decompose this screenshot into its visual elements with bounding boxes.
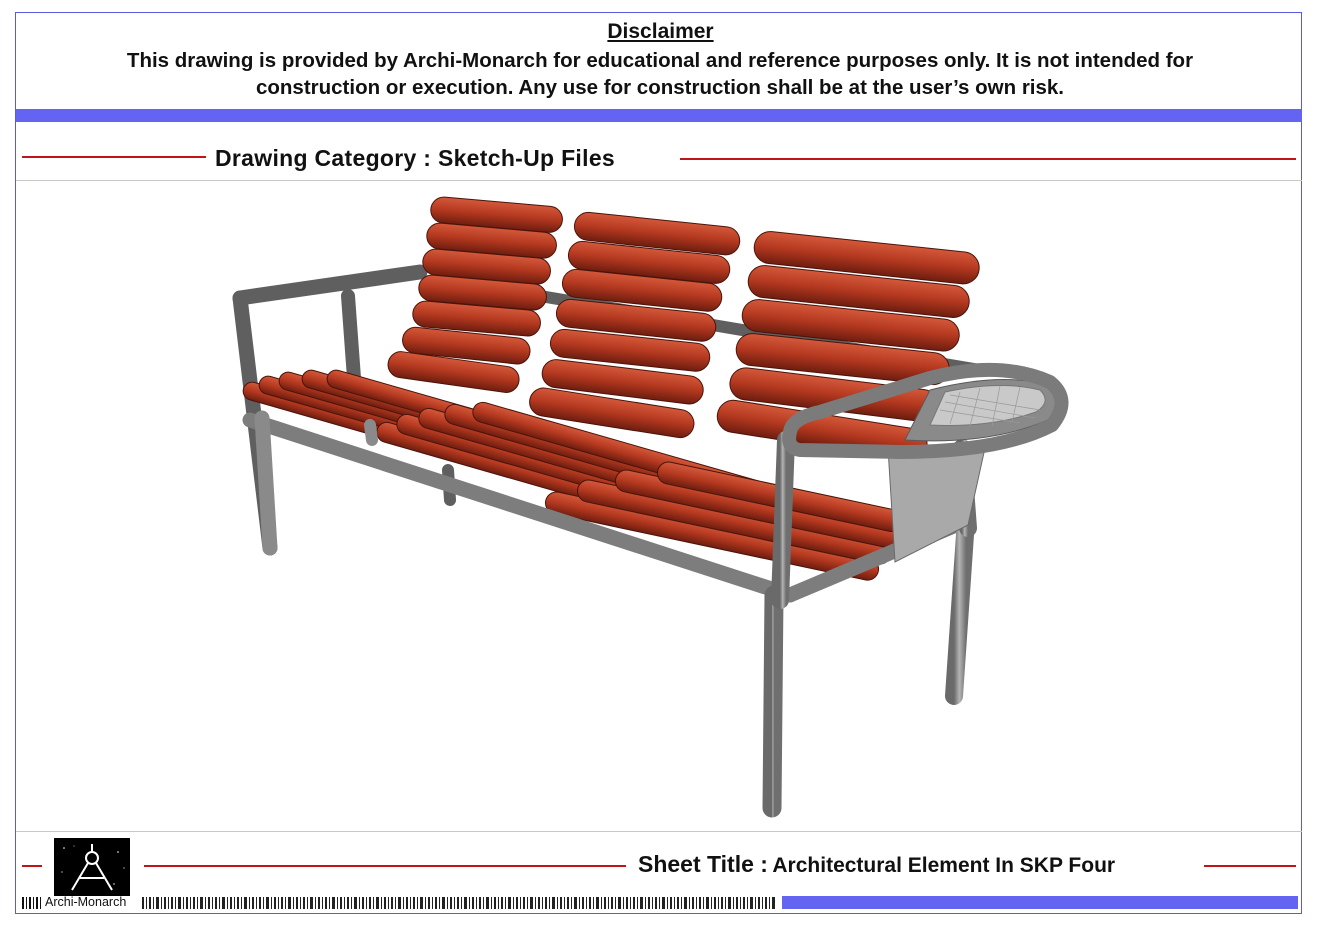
- sheet-title: [638, 851, 1115, 878]
- disclaimer-text: [60, 47, 1260, 101]
- disclaimer-line-1: This drawing is provided by Archi-Monarch for educational and reference purposes only. It is not intended for: [126, 49, 1194, 72]
- footer-rule-right: [1204, 865, 1296, 867]
- category-row: [16, 122, 1302, 181]
- back-slats-middle: [528, 211, 741, 440]
- drawing-category-label: Drawing Category : Sketch-Up Files: [215, 145, 615, 171]
- footer-rule-left: [22, 865, 42, 867]
- category-rule-left: [22, 156, 206, 158]
- category-rule-right: [680, 158, 1296, 160]
- compass-icon: [54, 838, 130, 896]
- barcode-strip: [142, 897, 778, 909]
- footer-rule-middle: [144, 865, 626, 867]
- archi-monarch-logo: [54, 838, 130, 896]
- disclaimer-line-2: construction or execution. Any use for construction shall be at the user’s own risk.: [255, 76, 1064, 99]
- bench-drawing: [16, 181, 1302, 831]
- disclaimer-title: Disclaimer: [607, 20, 714, 43]
- barcode-left: [22, 897, 44, 909]
- footer-accent-bar: [782, 896, 1298, 909]
- footer-separator: [16, 831, 1302, 832]
- back-slats-left: [386, 196, 563, 394]
- header-accent-bar: [16, 109, 1302, 122]
- sheet-title-value: Architectural Element In SKP Four: [772, 854, 1116, 877]
- sheet-title-key: Sheet Title :: [638, 851, 768, 877]
- logo-caption: Archi-Monarch: [45, 895, 127, 909]
